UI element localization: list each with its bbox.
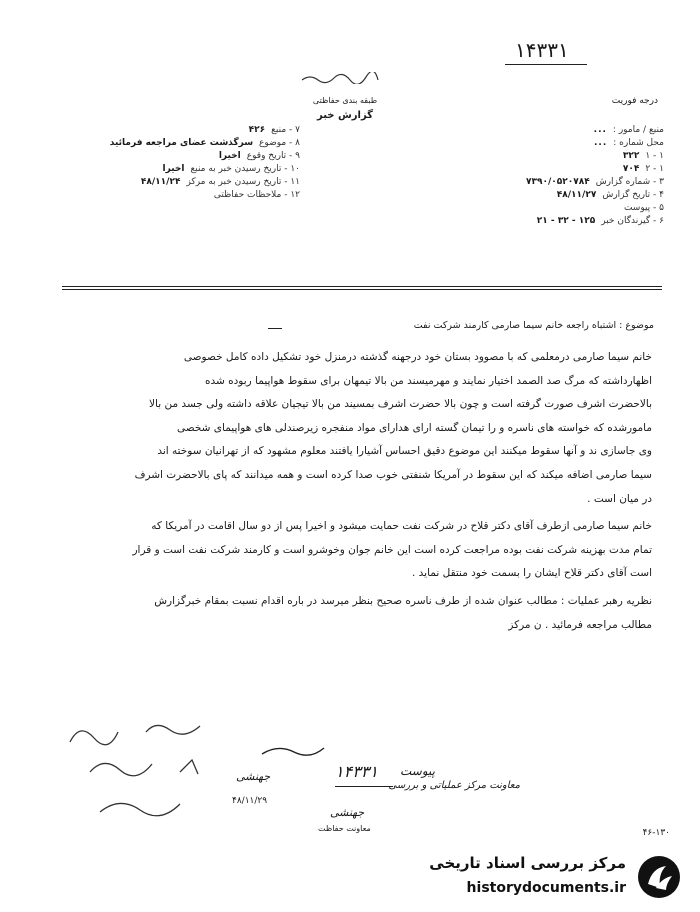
- report-field: [364, 202, 664, 215]
- field-label: ۱۲ - ملاحظات حفاظتی: [213, 190, 300, 200]
- report-field: [364, 163, 664, 176]
- body-line: خانم سیما صارمی درمعلمی که با مصوود بستان خود درجهنه گذشته درمنزل خود تشکیل داده کامل خصوصی: [183, 351, 652, 363]
- report-field: [364, 124, 664, 137]
- field-value: اخیرا: [162, 164, 185, 174]
- field-label: ۱۰ - تاریخ رسیدن خبر به منبع: [190, 164, 300, 174]
- archive-logo-icon: [636, 854, 682, 900]
- field-value: ...: [593, 138, 608, 148]
- report-type: گزارش خبر: [316, 110, 373, 121]
- watermark-url: historydocuments.ir: [466, 880, 626, 896]
- report-field: [50, 176, 300, 189]
- body-line: تمام مدت بهزینه شرکت نفت بوده مراجعت کرده است این خانم جوان وخوشرو است و کارمند شرکت نفت است و قرار: [132, 543, 652, 556]
- report-field: [50, 189, 300, 202]
- reference-number: ۱۴۳۳۱: [335, 762, 378, 781]
- field-label: منبع / مامور :: [612, 125, 664, 135]
- subject-line: موضوع : اشتباه راجعه خانم سیما صارمی کارمند شرکت نفت: [413, 320, 654, 331]
- field-value: ۱۲۵ - ۳۲ - ۲۱: [536, 216, 596, 226]
- watermark: [406, 850, 686, 906]
- field-value: اخیرا: [218, 151, 241, 161]
- field-value: ۷۰۴: [622, 164, 640, 174]
- report-fields-left: [50, 124, 300, 202]
- bottom-signature: جهنشی: [330, 806, 365, 819]
- stamp-mark: [268, 318, 282, 329]
- signature-date: ۴۸/۱۱/۲۹: [232, 796, 268, 806]
- field-label: ۱ - ۲: [645, 164, 664, 174]
- signature-flourish-icon: [258, 740, 328, 760]
- body-line: اظهارداشته که مرگ صد الصمد اختیار نمایند و مهرمیسند من بالا تیمهان برای سقوط هواپیما ربوده شده: [204, 374, 652, 387]
- watermark-title: مرکز بررسی اسناد تاریخی: [429, 854, 626, 872]
- field-label: ۶ - گیرندگان خبر: [601, 216, 664, 226]
- body-line: بالاحضرت اشرف صورت گرفته است و چون بالا حضرت اشرف بمسیند من بالا تیجیان علاقه داشته ولی جسد من بالا: [149, 398, 652, 411]
- body-line: است آقای دکتر قلاح ایشان را بسمت خود منتقل نماید .: [411, 567, 652, 580]
- body-line: خانم سیما صارمی ازطرف آقای دکتر قلاح در شرکت نفت حمایت میشود و اخیرا پس از دو سال اقامت در آمریکا که: [151, 520, 652, 533]
- handwritten-scribble-icon: [300, 72, 380, 84]
- report-field: [364, 215, 664, 228]
- body-line: سیما صارمی اضافه میکند که این سقوط در آمریکا شنفتی خوب صدا کرده است و همه میدانند که پای بالاحضرت اشرف: [134, 468, 652, 481]
- report-field: [364, 137, 664, 150]
- report-field: [364, 189, 664, 202]
- field-value: ۳۲۲: [622, 151, 640, 161]
- separator-line: [62, 289, 662, 290]
- bottom-signature-title: معاونت حفاظت: [318, 824, 371, 833]
- field-value: ۴۲۶: [248, 125, 266, 135]
- field-value: سرگذشت عضای مراجعه فرمائید: [109, 138, 254, 148]
- body-line: وی جاسازی ند و آنها سقوط میکنند این موضوع دقیق احساس آشیارا یافتند معلوم مشهود که از تهرانیان سوخته اند: [157, 445, 652, 458]
- field-value: ۷۳۹۰/۰۵۲۰۷۸۴: [525, 177, 590, 187]
- field-label: ۴ - تاریخ گزارش: [602, 190, 664, 200]
- classification-label: طبقه بندی حفاظتی: [312, 96, 378, 105]
- margin-handwriting-icon: [60, 712, 220, 832]
- page-code: ۴۶-۱۳۰: [642, 828, 670, 838]
- field-label: ۳ - شماره گزارش: [595, 177, 664, 187]
- number-underline: [335, 786, 393, 787]
- field-label: ۵ - پیوست: [623, 203, 664, 213]
- report-field: [50, 124, 300, 137]
- report-fields-right: [364, 124, 664, 228]
- report-field: [50, 150, 300, 163]
- body-line: مطالب مراجعه فرمائید . ن مرکز: [508, 618, 652, 631]
- field-label: ۱ - ۱: [645, 151, 664, 161]
- review-note: معاونت مرکز عملیاتی و بررسی: [388, 780, 520, 791]
- field-value: ...: [593, 125, 607, 135]
- body-line: نظریه رهبر عملیات : مطالب عنوان شده از طرف ناسره صحیح بنظر میرسد در باره اقدام نسبت بمقام خبرگزارش: [154, 594, 652, 607]
- attachment-note: پیوست: [400, 764, 435, 778]
- field-value: ۴۸/۱۱/۲۴: [140, 177, 181, 187]
- field-label: ۹ - تاریخ وقوع: [246, 151, 300, 161]
- body-line: در میان است .: [587, 492, 652, 505]
- number-underline: [505, 64, 587, 65]
- document-number: ۱۴۳۳۱: [515, 38, 569, 62]
- signature-name: جهنشی: [236, 770, 271, 783]
- field-value: ۴۸/۱۱/۲۷: [556, 190, 597, 200]
- report-field: [50, 163, 300, 176]
- report-field: [364, 150, 664, 163]
- report-field: [50, 137, 300, 150]
- field-label: ۱۱ - تاریخ رسیدن خبر به مرکز: [186, 177, 300, 187]
- report-body: [46, 346, 652, 637]
- report-field: [364, 176, 664, 189]
- field-label: ۷ - منبع: [271, 125, 300, 135]
- field-label: ۸ - موضوع: [259, 138, 300, 148]
- separator-line: [62, 286, 662, 287]
- field-label: محل شماره :: [613, 138, 664, 148]
- priority-label: درجه فوریت: [611, 96, 658, 106]
- body-line: مامورشده که خواسته های ناسره و را تیمان گسته ارای هدارای مواد منفجره زیرصندلی های هواپیمای شخصی: [177, 421, 652, 434]
